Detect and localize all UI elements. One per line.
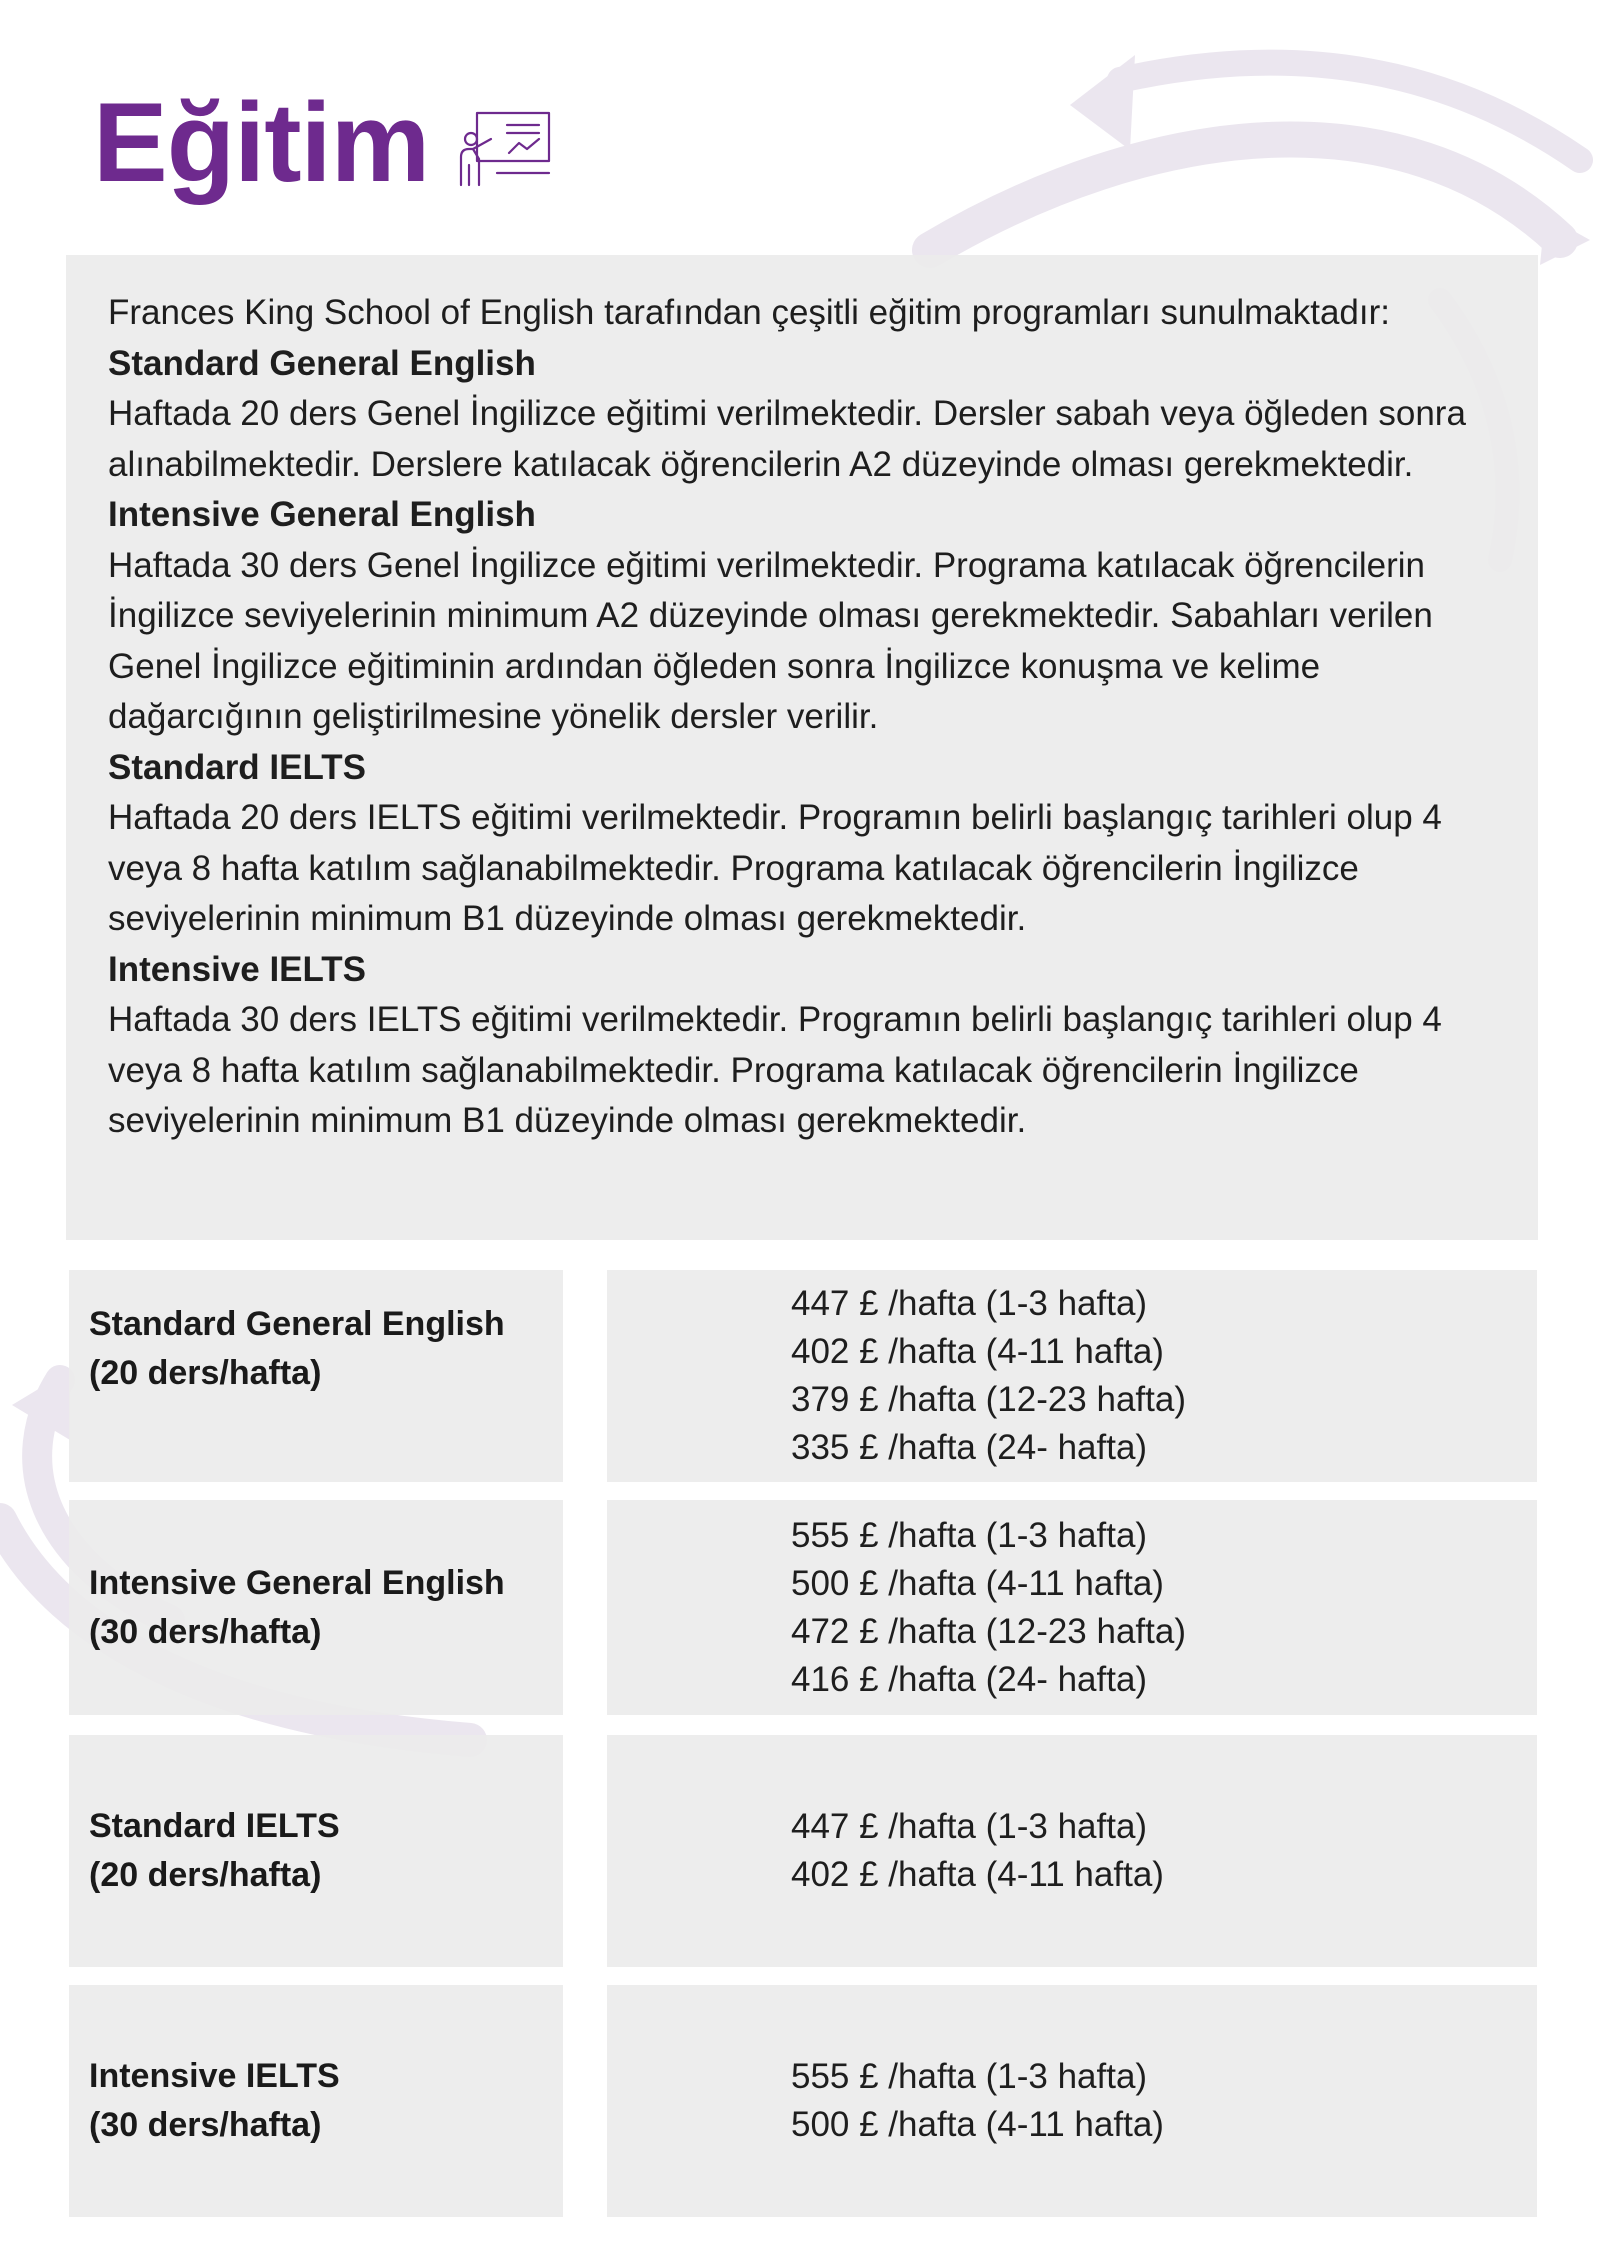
price-line: 447 £ /hafta (1-3 hafta) [791, 1284, 1148, 1323]
program-hours: (30 ders/hafta) [89, 1612, 322, 1651]
section-heading-standard-ielts: Standard IELTS [108, 747, 366, 787]
price-row-label-intensive-ielts [69, 1985, 563, 2217]
program-hours: (30 ders/hafta) [89, 2106, 322, 2144]
program-hours: (20 ders/hafta) [89, 1354, 322, 1392]
section-body-intensive-ielts: Haftada 30 ders IELTS eğitimi verilmektedir. Programın belirli başlangıç tarihleri olup 4 veya 8 hafta katılım sağlanabilmektedir. Programa katılacak öğrencilerin İngilizce seviyelerinin minimum B1 düzeyinde olması gerekmektedir. [108, 1000, 1442, 1140]
program-hours: (20 ders/hafta) [89, 1856, 322, 1894]
program-name: Intensive IELTS [89, 2057, 340, 2095]
teacher-board-icon [457, 109, 553, 187]
price-line: 402 £ /hafta (4-11 hafta) [791, 1332, 1164, 1371]
section-body-standard-ielts: Haftada 20 ders IELTS eğitimi verilmektedir. Programın belirli başlangıç tarihleri olup 4 veya 8 hafta katılım sağlanabilmektedir. Programa katılacak öğrencilerin İngilizce seviyelerinin minimum B1 düzeyinde olması gerekmektedir. [108, 798, 1442, 938]
price-row-label-standard-general [69, 1270, 563, 1482]
price-row-label-standard-ielts [69, 1735, 563, 1967]
section-heading-standard-general: Standard General English [108, 343, 536, 383]
price-line: 500 £ /hafta (4-11 hafta) [791, 1563, 1164, 1603]
price-line: 555 £ /hafta (1-3 hafta) [791, 2057, 1148, 2096]
section-heading-intensive-general: Intensive General English [108, 495, 536, 534]
program-name: Standard General English [89, 1305, 505, 1343]
price-line: 379 £ /hafta (12-23 hafta) [791, 1380, 1186, 1419]
section-body-standard-general: Haftada 20 ders Genel İngilizce eğitimi verilmektedir. Dersler sabah veya öğleden sonra alınabilmektedir. Derslere katılacak öğrencilerin A2 düzeyinde olması gerekmektedir. [108, 394, 1466, 484]
section-body-intensive-general: Haftada 30 ders Genel İngilizce eğitimi verilmektedir. Programa katılacak öğrencilerin İngilizce seviyelerinin minimum A2 düzeyinde olması gerekmektedir. Sabahları verilen Genel İngilizce eğitiminin ardından öğleden sonra İngilizce konuşma ve kelime dağarcığının geliştirilmesine yönelik dersler verilir. [108, 545, 1433, 736]
program-name: Intensive General English [89, 1563, 505, 1602]
price-list-intensive-general [607, 1500, 1537, 1715]
price-list-standard-ielts [607, 1735, 1537, 1967]
price-line: 472 £ /hafta (12-23 hafta) [791, 1611, 1186, 1651]
price-line: 402 £ /hafta (4-11 hafta) [791, 1855, 1164, 1894]
intro-text [108, 288, 1508, 1147]
section-heading-intensive-ielts: Intensive IELTS [108, 949, 367, 989]
price-line: 500 £ /hafta (4-11 hafta) [791, 2105, 1164, 2144]
price-line: 555 £ /hafta (1-3 hafta) [791, 1515, 1148, 1555]
price-row-label-intensive-general [69, 1500, 563, 1715]
page-title: Eğitim [93, 80, 430, 205]
price-list-standard-general [607, 1270, 1537, 1482]
price-list-intensive-ielts [607, 1985, 1537, 2217]
price-line: 447 £ /hafta (1-3 hafta) [791, 1807, 1148, 1846]
price-line: 416 £ /hafta (24- hafta) [791, 1659, 1148, 1699]
page-header [93, 78, 553, 208]
price-line: 335 £ /hafta (24- hafta) [791, 1428, 1148, 1467]
intro-panel [66, 255, 1538, 1240]
intro-lead: Frances King School of English tarafından çeşitli eğitim programları sunulmaktadır: [108, 293, 1390, 332]
program-name: Standard IELTS [89, 1807, 340, 1845]
